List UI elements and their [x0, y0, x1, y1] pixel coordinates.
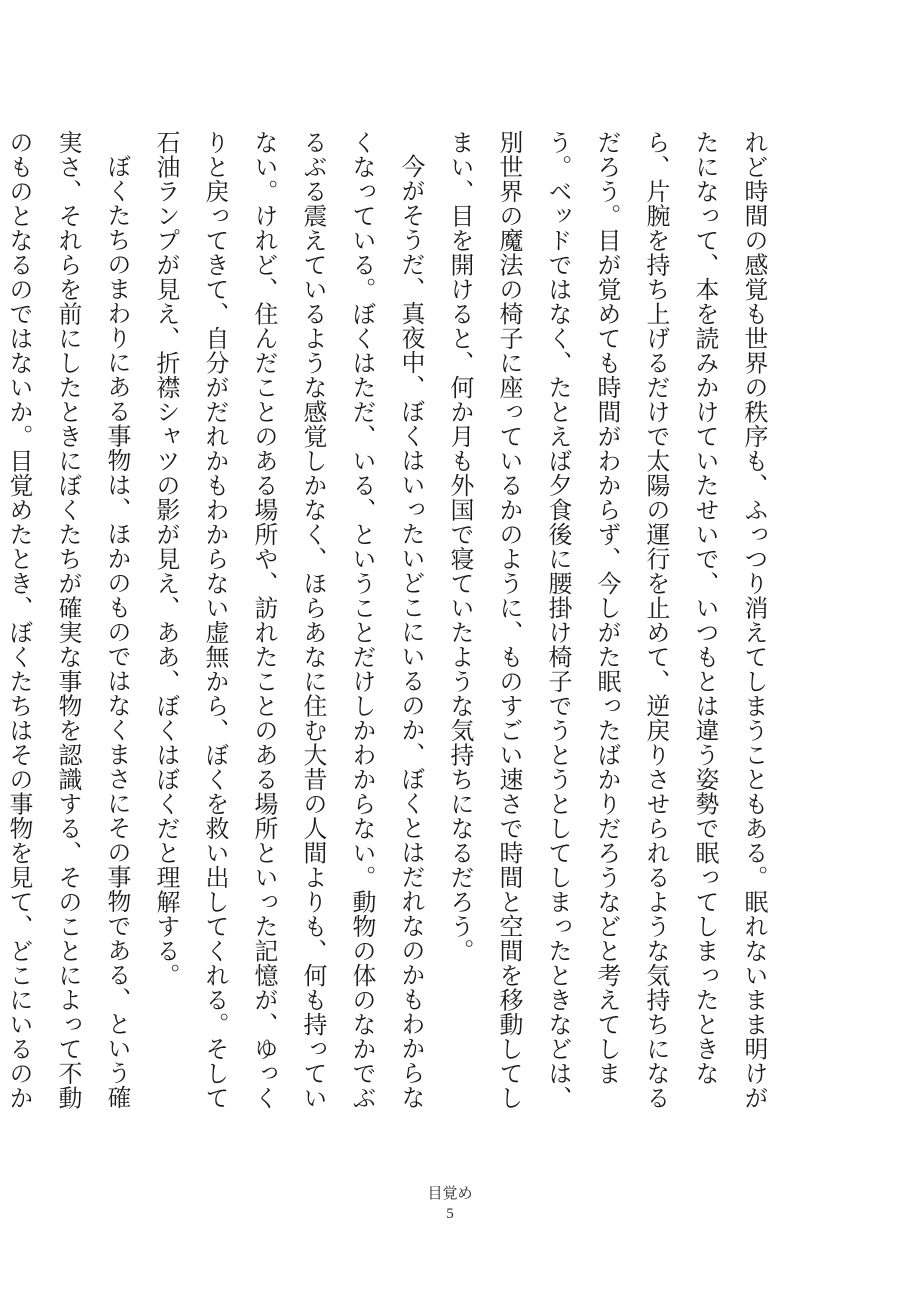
- paragraph-2: 今がそうだ、真夜中、ぼくはいったいどこにいるのか、ぼくとはだれなのかもわからなくなっている。ぼくはただ、いる、ということだけしかわからない。動物の体のなかでぶるぶる震えているような感覚しかなく、ほらあなに住む大昔の人間よりも、何も持っていない。けれど、住んだことのある場所や、訪れたことのある場所といった記憶が、ゆっくりと戻ってきて、自分がだれかもわからない虚無から、ぼくを救い出してくれる。そして石油ランプが見え、折襟シャツの影が見え、ああ、ぼくはぼくだと理解する。: [152, 130, 425, 1110]
- paragraph-1: れど時間の感覚も世界の秩序も、ふっつり消えてしまうこともある。眠れないまま明けがたになって、本を読みかけていたせいで、いつもとは違う姿勢で眠ってしまったときなら、片腕を持ち上げるだけで太陽の運行を止めて、逆戻りさせられるような気持ちになるだろう。目が覚めても時間がわからず、今しがた眠ったばかりだろうなどと考えてしまう。ベッドではなく、たとえば夕食後に腰掛け椅子でうとうとしてしまったときなどは、別世界の魔法の椅子に座っているかのように、ものすごい速さで時間と空間を移動してしまい、目を開けると、何か月も外国で寝ていたような気持ちになるだろう。: [446, 130, 768, 1110]
- body-text: [5, 130, 778, 1130]
- page-number: 5: [446, 1206, 454, 1222]
- running-footer-title: 目覚め: [427, 1184, 473, 1202]
- paragraph-3: ぼくたちのまわりにある事物は、ほかのものではなくまさにその事物である、という確実さ、それらを前にしたときにぼくたちが確実な事物を認識する、そのことによって不動のものとなるのではないか。目覚めたとき、ぼくたちはその事物を見て、どこにいるのか: [5, 130, 131, 1110]
